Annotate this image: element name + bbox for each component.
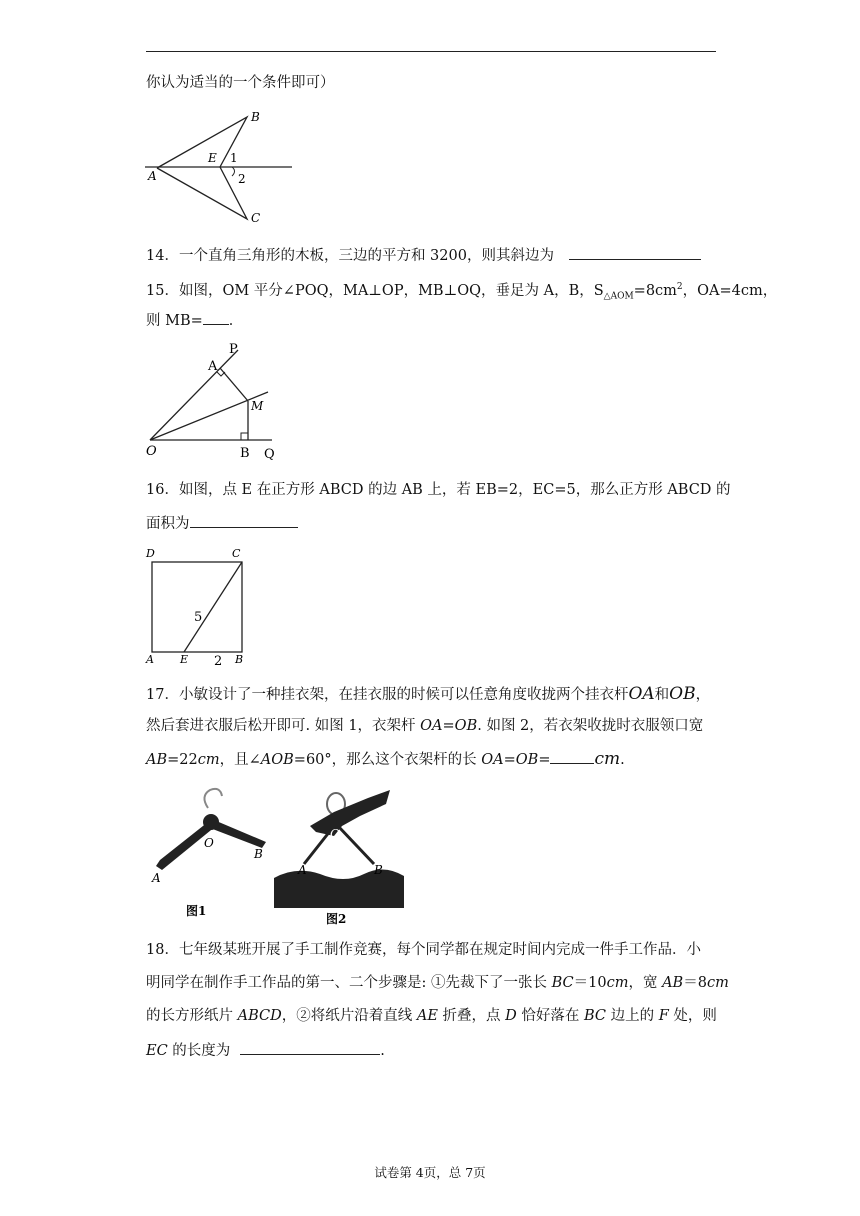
figure-1-caption: 图1 xyxy=(186,904,207,918)
label-A: A xyxy=(208,359,218,374)
q15-answer-blank[interactable] xyxy=(203,310,229,325)
hanger-arm-B xyxy=(210,820,266,848)
segment-EC xyxy=(184,562,242,652)
q17-line-1: 17．小敏设计了一种挂衣架，在挂衣服的时候可以任意角度收拢两个挂衣杆OA和OB， xyxy=(146,684,711,704)
q14-answer-blank[interactable] xyxy=(569,245,701,260)
page-footer: 试卷第 4页，总 7页 xyxy=(374,1165,486,1180)
label-B: B xyxy=(374,863,383,877)
q16-line-1: 16．如图，点 E 在正方形 ABCD 的边 AB 上，若 EB=2，EC=5，那么正方形 ABCD 的 xyxy=(146,482,731,498)
q13-figure xyxy=(140,105,300,227)
right-angle-A xyxy=(217,372,225,376)
clothing-collar xyxy=(274,869,404,908)
q18-answer-blank[interactable] xyxy=(240,1040,380,1055)
label-A: A xyxy=(152,871,161,885)
label-B: B xyxy=(240,446,250,461)
q16-figure xyxy=(140,543,260,668)
label-B: B xyxy=(254,847,263,861)
q17-figure-2 xyxy=(272,778,422,928)
hanger-hook xyxy=(204,789,222,808)
q16-answer-blank[interactable] xyxy=(190,513,298,528)
label-A: A xyxy=(146,653,154,666)
q18-line-2: 明同学在制作手工作品的第一、二个步骤是: ①先裁下了一张长 BC＝10cm，宽 AB＝8cm xyxy=(146,975,729,991)
q14-text xyxy=(146,245,701,266)
label-C: C xyxy=(251,211,261,225)
q18-line-3: 的长方形纸片 ABCD，②将纸片沿着直线 AE 折叠，点 D 恰好落在 BC 边上的 F 处，则 xyxy=(146,1008,717,1024)
q13-continuation: 你认为适当的一个条件即可） xyxy=(146,75,335,91)
q16-line-2: 面积为 xyxy=(146,513,298,534)
label-1: 1 xyxy=(230,151,238,165)
label-B: B xyxy=(235,653,244,666)
label-A: A xyxy=(148,169,157,183)
q18-line-1: 18．七年级某班开展了手工制作竞赛，每个同学都在规定时间内完成一件手工作品．小 xyxy=(146,942,701,958)
right-angle-B xyxy=(241,433,248,440)
q15-line-1: 15．如图，OM 平分∠POQ，MA⊥OP，MB⊥OQ，垂足为 A，B，$S_{\triangle AOM}=8cm^2$，OA=4cm， xyxy=(146,282,778,302)
hand xyxy=(310,790,390,836)
label-2: 2 xyxy=(214,654,223,668)
q17-answer-blank[interactable] xyxy=(550,749,594,764)
label-Q: Q xyxy=(264,447,275,462)
label-E: E xyxy=(180,653,189,666)
label-M: M xyxy=(251,399,264,413)
label-O: O xyxy=(204,836,214,850)
q14-question: 14．一个直角三角形的木板，三边的平方和 3200，则其斜边为 xyxy=(146,248,554,264)
label-P: P xyxy=(229,342,238,357)
hanger-arm-B xyxy=(338,826,374,864)
ray-OP xyxy=(150,350,238,440)
figure-2-caption: 图2 xyxy=(326,912,347,926)
square-ABCD xyxy=(152,562,242,652)
q17-line-2: 然后套进衣服后松开即可. 如图 1，衣架杆 OA=OB. 如图 2，若衣架收拢时衣服领口宽 xyxy=(146,718,704,734)
angle-arc xyxy=(232,167,235,176)
label-D: D xyxy=(146,547,155,560)
q18-line-4: EC 的长度为 . xyxy=(146,1040,385,1061)
q17-line-3: AB=22cm，且∠AOB=60°，那么这个衣架杆的长 OA=OB= cm. xyxy=(146,749,625,769)
q15-figure xyxy=(140,340,290,465)
label-O: O xyxy=(146,444,157,459)
label-O: O xyxy=(330,827,340,841)
label-B: B xyxy=(251,110,260,124)
q15-line-2: 则 MB= ． xyxy=(146,310,243,331)
label-E: E xyxy=(208,151,217,165)
q17-figure-1 xyxy=(148,782,273,922)
label-C: C xyxy=(232,547,241,560)
label-2: 2 xyxy=(238,172,246,186)
header-rule xyxy=(146,51,716,52)
label-5: 5 xyxy=(194,610,203,625)
label-A: A xyxy=(298,863,307,877)
